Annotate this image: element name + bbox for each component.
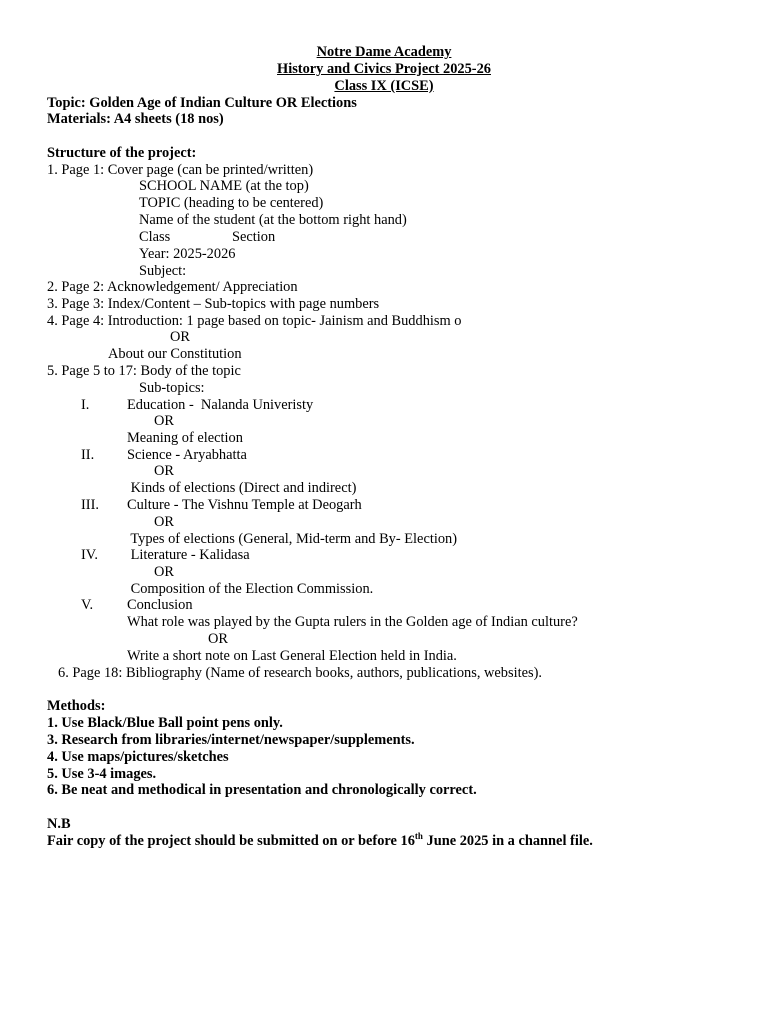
- cover-section-label: Section: [232, 229, 276, 245]
- structure-page18: 6. Page 18: Bibliography (Name of research books, authors, publications, websites).: [58, 665, 542, 681]
- method-item: 6. Be neat and methodical in presentation and chronologically correct.: [47, 782, 477, 798]
- cover-class-label: Class: [139, 229, 171, 245]
- methods-heading: Methods:: [47, 698, 106, 714]
- note-text-after: June 2025 in a channel file.: [422, 833, 593, 849]
- subtopic-or: OR: [154, 463, 174, 479]
- method-item: 3. Research from libraries/internet/newspaper/supplements.: [47, 732, 415, 748]
- cover-year: Year: 2025-2026: [139, 246, 236, 262]
- method-item: 5. Use 3-4 images.: [47, 766, 157, 782]
- subtopic-primary: Education - Nalanda Univeristy: [127, 397, 314, 413]
- subtopic-alternative: Composition of the Election Commission.: [127, 581, 374, 597]
- subtopics-label: Sub-topics:: [139, 380, 205, 396]
- subtopic-alternative: Write a short note on Last General Election held in India.: [127, 648, 457, 664]
- subtopic-or: OR: [154, 413, 174, 429]
- page4-or: OR: [170, 329, 190, 345]
- subtopic-primary: Conclusion: [127, 597, 193, 613]
- page4-alternative: About our Constitution: [108, 346, 242, 362]
- subtopic-numeral: III.: [81, 497, 99, 513]
- subtopic-or: OR: [154, 564, 174, 580]
- subtopic-primary: Science - Aryabhatta: [127, 447, 247, 463]
- subtopic-numeral: II.: [81, 447, 95, 463]
- structure-page3: 3. Page 3: Index/Content – Sub-topics with page numbers: [47, 296, 380, 312]
- note-text: [47, 833, 593, 850]
- subtopic-alternative: Types of elections (General, Mid-term and By- Election): [127, 531, 458, 547]
- structure-heading: Structure of the project:: [47, 145, 197, 161]
- subtopic-or: OR: [154, 514, 174, 530]
- structure-page5: 5. Page 5 to 17: Body of the topic: [47, 363, 241, 379]
- cover-topic: TOPIC (heading to be centered): [139, 195, 324, 211]
- note-text-before: Fair copy of the project should be submitted on or before 16: [47, 833, 415, 849]
- structure-page2: 2. Page 2: Acknowledgement/ Appreciation: [47, 279, 298, 295]
- structure-page4: 4. Page 4: Introduction: 1 page based on topic- Jainism and Buddhism o: [47, 313, 462, 329]
- subtopic-alternative: Kinds of elections (Direct and indirect): [127, 480, 357, 496]
- topic-line: Topic: Golden Age of Indian Culture OR Elections: [47, 95, 357, 111]
- note-heading: N.B: [47, 816, 71, 832]
- subtopic-primary: Culture - The Vishnu Temple at Deogarh: [127, 497, 362, 513]
- note-superscript: th: [414, 831, 423, 841]
- subtopic-or: OR: [208, 631, 228, 647]
- conclusion-question: What role was played by the Gupta rulers in the Golden age of Indian culture?: [127, 614, 578, 630]
- method-item: 4. Use maps/pictures/sketches: [47, 749, 229, 765]
- structure-page1: 1. Page 1: Cover page (can be printed/written): [47, 162, 314, 178]
- cover-school-name: SCHOOL NAME (at the top): [139, 178, 309, 194]
- subtopic-numeral: IV.: [81, 547, 98, 563]
- cover-student-name: Name of the student (at the bottom right hand): [139, 212, 407, 228]
- subtopic-numeral: V.: [81, 597, 94, 613]
- subtopic-primary: Literature - Kalidasa: [127, 547, 250, 563]
- materials-line: Materials: A4 sheets (18 nos): [47, 111, 224, 127]
- method-item: 1. Use Black/Blue Ball point pens only.: [47, 715, 283, 731]
- project-title: History and Civics Project 2025-26: [277, 61, 491, 77]
- cover-subject: Subject:: [139, 263, 187, 279]
- subtopic-alternative: Meaning of election: [127, 430, 243, 446]
- class-title: Class IX (ICSE): [334, 78, 434, 94]
- school-title: Notre Dame Academy: [316, 44, 452, 60]
- subtopic-numeral: I.: [81, 397, 90, 413]
